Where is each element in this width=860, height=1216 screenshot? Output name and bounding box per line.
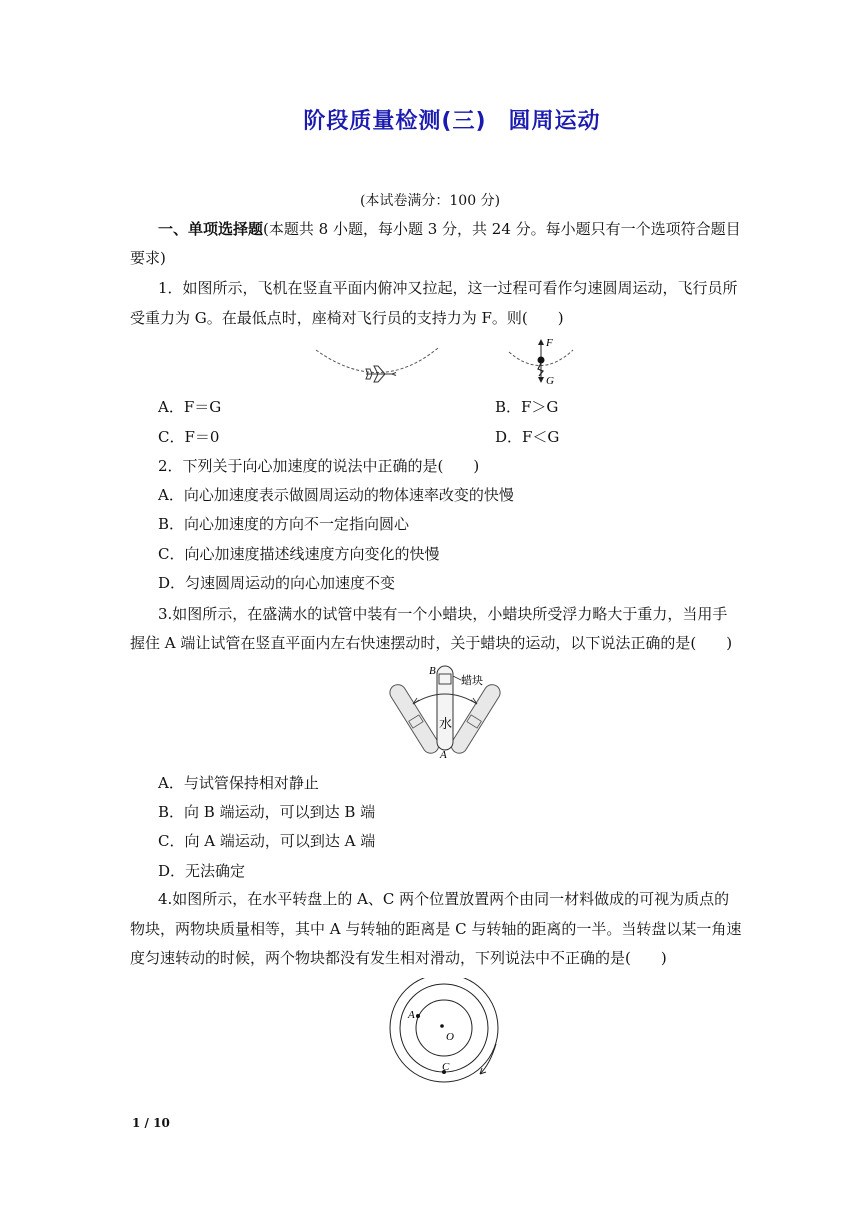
q1-option-a[interactable]: A．F＝G — [158, 398, 222, 416]
title-sub: 圆周运动 — [508, 109, 601, 134]
q3-option-a[interactable]: A．与试管保持相对静止 — [158, 774, 319, 792]
section-desc: (本题共 8 小题，每小题 3 分，共 24 分。每小题只有一个选项符合题目 — [263, 220, 741, 238]
wax-label: 蜡块 — [461, 674, 483, 687]
middle-ring — [400, 984, 488, 1072]
page-number: 1 / 10 — [132, 1116, 170, 1130]
q1-airplane-figure — [310, 338, 450, 390]
q2-option-c[interactable]: C．向心加速度描述线速度方向变化的快慢 — [158, 545, 440, 563]
title-main: 阶段质量检测(三) — [303, 109, 487, 134]
full-score-note: (本试卷满分：100 分) — [359, 193, 501, 209]
right-tube — [448, 682, 503, 757]
force-label-g: G — [546, 375, 554, 387]
water-label: 水 — [439, 717, 453, 732]
q1-option-c[interactable]: C．F＝0 — [158, 428, 220, 446]
q1-text-line2: 受重力为 G。在最低点时，座椅对飞行员的支持力为 F。则( ) — [130, 309, 564, 327]
label-c: C — [442, 1061, 450, 1073]
section-desc-cont: 要求) — [130, 249, 166, 267]
q3-option-c[interactable]: C．向 A 端运动，可以到达 A 端 — [158, 832, 376, 850]
force-g-arrowhead — [538, 377, 544, 383]
q2-option-d[interactable]: D．匀速圆周运动的向心加速度不变 — [158, 574, 396, 592]
q1-option-d[interactable]: D．F＜G — [495, 428, 560, 446]
q3-test-tube-figure — [375, 660, 515, 760]
q3-text-line2: 握住 A 端让试管在竖直平面内左右快速摆动时，关于蜡块的运动，以下说法正确的是( ) — [130, 634, 733, 652]
tube-label-a: A — [440, 749, 447, 760]
q1-option-b[interactable]: B．F＞G — [495, 398, 559, 416]
axis-dot — [440, 1024, 444, 1028]
tube-label-b: B — [429, 665, 436, 677]
q4-text-line1: 4.如图所示，在水平转盘上的 A、C 两个位置放置两个由同一材料做成的可视为质点的 — [158, 890, 730, 908]
q1-force-figure — [505, 336, 580, 392]
q2-text-line1: 2．下列关于向心加速度的说法中正确的是( ) — [158, 457, 480, 475]
airplane-icon — [366, 366, 396, 382]
section-heading: 一、单项选择题 — [158, 220, 264, 238]
label-a: A — [408, 1009, 415, 1021]
flight-path — [316, 348, 438, 373]
inner-ring — [416, 1000, 472, 1056]
q4-text-line2: 物块，两物块质量相等，其中 A 与转轴的距离是 C 与转轴的距离的一半。当转盘以某一角速 — [130, 920, 742, 938]
pilot-dot — [538, 357, 545, 364]
q4-turntable-figure — [386, 978, 506, 1084]
q3-option-d[interactable]: D．无法确定 — [158, 862, 246, 880]
swing-arrow-right — [471, 698, 477, 704]
left-tube — [387, 682, 442, 757]
swing-arrow-left — [413, 698, 419, 704]
force-label-f: F — [546, 337, 553, 349]
q4-text-line3: 度匀速转动的时候，两个物块都没有发生相对滑动，下列说法中不正确的是( ) — [130, 949, 667, 967]
q2-option-a[interactable]: A．向心加速度表示做圆周运动的物体速率改变的快慢 — [158, 486, 514, 504]
label-o: O — [446, 1031, 454, 1043]
block-a-dot — [416, 1014, 420, 1018]
force-f-arrowhead — [538, 339, 544, 345]
q3-text-line1: 3.如图所示，在盛满水的试管中装有一个小蜡块，小蜡块所受浮力略大于重力，当用手 — [158, 605, 728, 623]
wax-pointer — [453, 676, 461, 680]
q1-text-line1: 1．如图所示，飞机在竖直平面内俯冲又拉起，这一过程可看作匀速圆周运动，飞行员所 — [158, 279, 738, 297]
q2-option-b[interactable]: B．向心加速度的方向不一定指向圆心 — [158, 515, 410, 533]
section-heading-line — [158, 219, 768, 239]
page-title — [0, 104, 860, 135]
q3-option-b[interactable]: B．向 B 端运动，可以到达 B 端 — [158, 803, 376, 821]
